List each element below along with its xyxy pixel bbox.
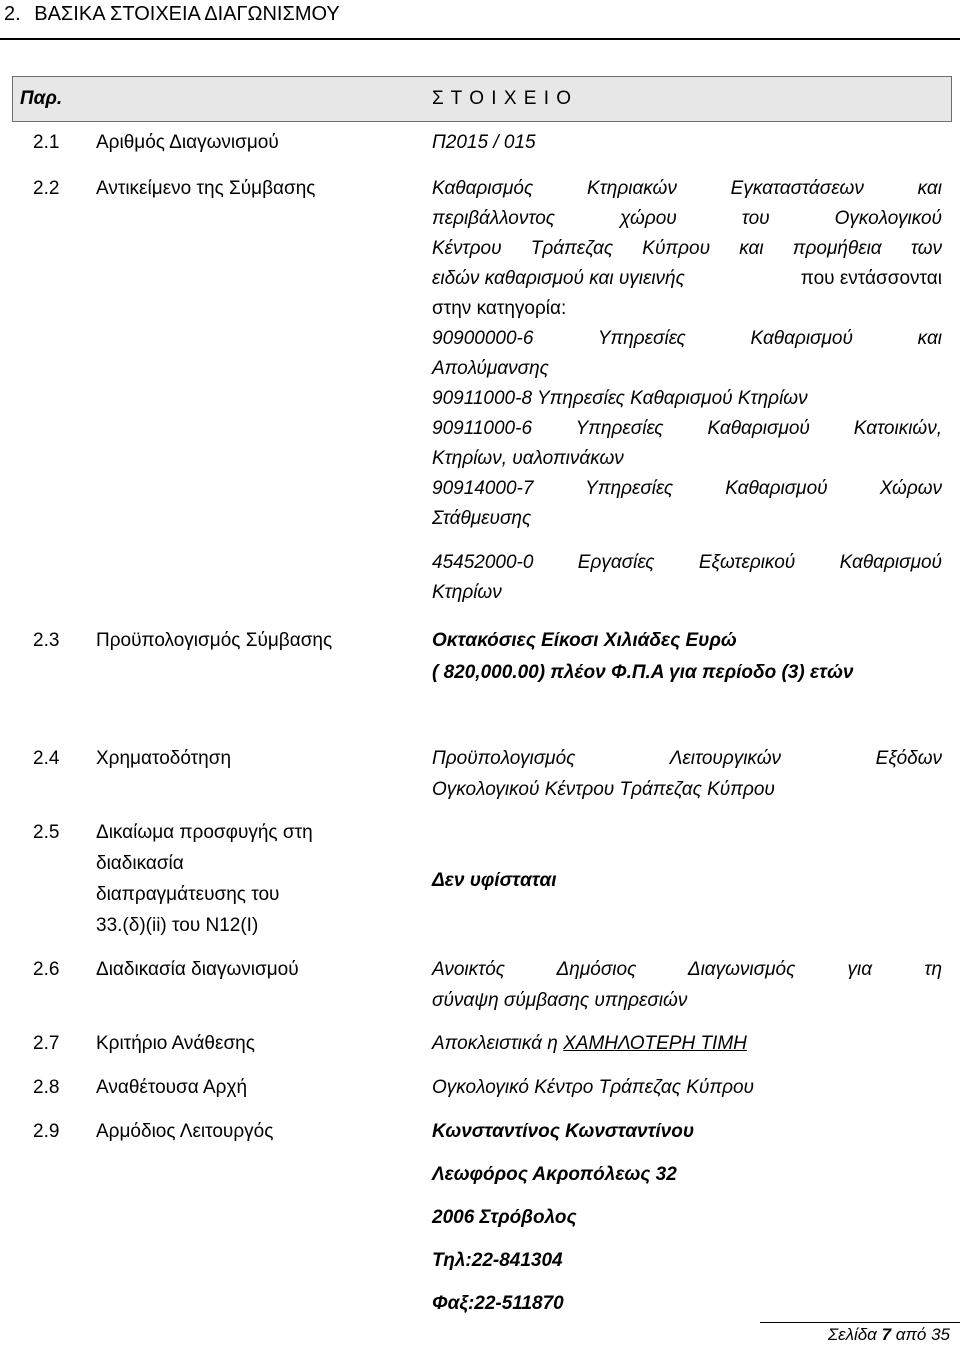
row-2-7-value-prefix: Αποκλειστικά η [432, 1033, 558, 1054]
subject-line: Κέντρου Τράπεζας Κύπρου και προμήθεια των [432, 238, 942, 259]
subject-line: στην κατηγορία: [432, 298, 567, 319]
row-2-5-label-line: διαδικασία [96, 853, 184, 874]
row-2-6-value-line2: σύναψη σύμβασης υπηρεσιών [432, 990, 688, 1011]
contact-city: 2006 Στρόβολος [432, 1207, 577, 1228]
subject-line: που εντάσσονται [800, 268, 942, 289]
row-2-2-label: Αντικείμενο της Σύμβασης [96, 178, 316, 199]
section-number: 2. [4, 3, 21, 25]
row-2-8-number: 2.8 [33, 1077, 60, 1098]
row-2-6-number: 2.6 [33, 959, 60, 980]
footer-page-number: 7 [881, 1325, 892, 1344]
row-2-2-value [432, 174, 942, 608]
row-2-9-label: Αρμόδιος Λειτουργός [96, 1121, 274, 1142]
row-2-3-value-line2: ( 820,000.00) πλέον Φ.Π.Α για περίοδο (3) ετών [432, 662, 854, 683]
footer-divider [760, 1322, 960, 1323]
row-2-7-value-emphasis: ΧΑΜΗΛΟΤΕΡΗ ΤΙΜΗ [563, 1033, 747, 1054]
row-2-9-number: 2.9 [33, 1121, 60, 1142]
header-col-par: Παρ. [20, 88, 63, 109]
cpv-code: 90911000-6 Υπηρεσίες Καθαρισμού Κατοικιών, [432, 418, 942, 439]
row-2-6-value-line1: Ανοικτός Δημόσιος Διαγωνισμός για τη [432, 959, 942, 980]
row-2-5-label-line: διαπραγμάτευσης του [96, 884, 280, 905]
row-2-5-number: 2.5 [33, 822, 60, 843]
subject-line: Καθαρισμός Κτηριακών Εγκαταστάσεων και [432, 178, 942, 199]
row-2-5-value: Δεν υφίσταται [432, 870, 557, 891]
header-col-element: Σ Τ Ο Ι Χ Ε Ι Ο [432, 88, 573, 109]
cpv-code-cont: Στάθμευσης [432, 508, 532, 529]
row-2-3-value-line1: Οκτακόσιες Είκοσι Χιλιάδες Ευρώ [432, 630, 737, 651]
subject-line: περιβάλλοντος χώρου του Ογκολογικού [432, 208, 942, 229]
cpv-code: 90911000-8 Υπηρεσίες Καθαρισμού Κτηρίων [432, 388, 808, 409]
footer-of-word: από [895, 1325, 927, 1344]
row-2-6-label: Διαδικασία διαγωνισμού [96, 959, 299, 980]
contact-fax: Φαξ:22-511870 [432, 1293, 564, 1314]
section-title [4, 0, 340, 28]
cpv-code-cont: Κτηρίων, υαλοπινάκων [432, 448, 624, 469]
row-2-1-number: 2.1 [33, 132, 60, 153]
row-2-8-label: Αναθέτουσα Αρχή [96, 1077, 248, 1098]
row-2-7-label: Κριτήριο Ανάθεσης [96, 1033, 255, 1054]
row-2-1-value: Π2015 / 015 [432, 132, 536, 153]
section-divider [0, 38, 960, 40]
row-2-3-label: Προϋπολογισμός Σύμβασης [96, 630, 333, 651]
cpv-code: 90900000-6 Υπηρεσίες Καθαρισμού και [432, 328, 942, 349]
contact-address: Λεωφόρος Ακροπόλεως 32 [432, 1164, 677, 1185]
section-title-text: ΒΑΣΙΚΑ ΣΤΟΙΧΕΙΑ ΔΙΑΓΩΝΙΣΜΟΥ [34, 3, 340, 25]
contact-phone: Τηλ:22-841304 [432, 1250, 563, 1271]
subject-line: ειδών καθαρισμού και υγιεινής [432, 268, 685, 289]
contact-name: Κωνσταντίνος Κωνσταντίνου [432, 1121, 695, 1142]
row-2-4-value-line2: Ογκολογικού Κέντρου Τράπεζας Κύπρου [432, 779, 775, 800]
row-2-7-value [432, 1029, 942, 1059]
footer-page-word: Σελίδα [827, 1325, 877, 1344]
page-footer [828, 1324, 950, 1346]
row-2-4-number: 2.4 [33, 748, 60, 769]
cpv-code: 45452000-0 Εργασίες Εξωτερικού Καθαρισμού [432, 552, 942, 573]
row-2-3-number: 2.3 [33, 630, 60, 651]
cpv-code-cont: Απολύμανσης [432, 358, 549, 379]
footer-total-pages: 35 [931, 1325, 950, 1344]
row-2-7-number: 2.7 [33, 1033, 60, 1054]
cpv-code-cont: Κτηρίων [432, 582, 502, 603]
cpv-code: 90914000-7 Υπηρεσίες Καθαρισμού Χώρων [432, 478, 942, 499]
row-2-2-number: 2.2 [33, 178, 60, 199]
row-2-5-label-line: Δικαίωμα προσφυγής στη [96, 822, 313, 843]
row-2-1-label: Αριθμός Διαγωνισμού [96, 132, 279, 153]
row-2-8-value: Ογκολογικό Κέντρο Τράπεζας Κύπρου [432, 1077, 754, 1098]
row-2-4-label: Χρηματοδότηση [96, 748, 232, 769]
row-2-5-label-line: 33.(δ)(ii) του Ν12(Ι) [96, 915, 259, 936]
row-2-4-value-line1: Προϋπολογισμός Λειτουργικών Εξόδων [432, 748, 942, 769]
